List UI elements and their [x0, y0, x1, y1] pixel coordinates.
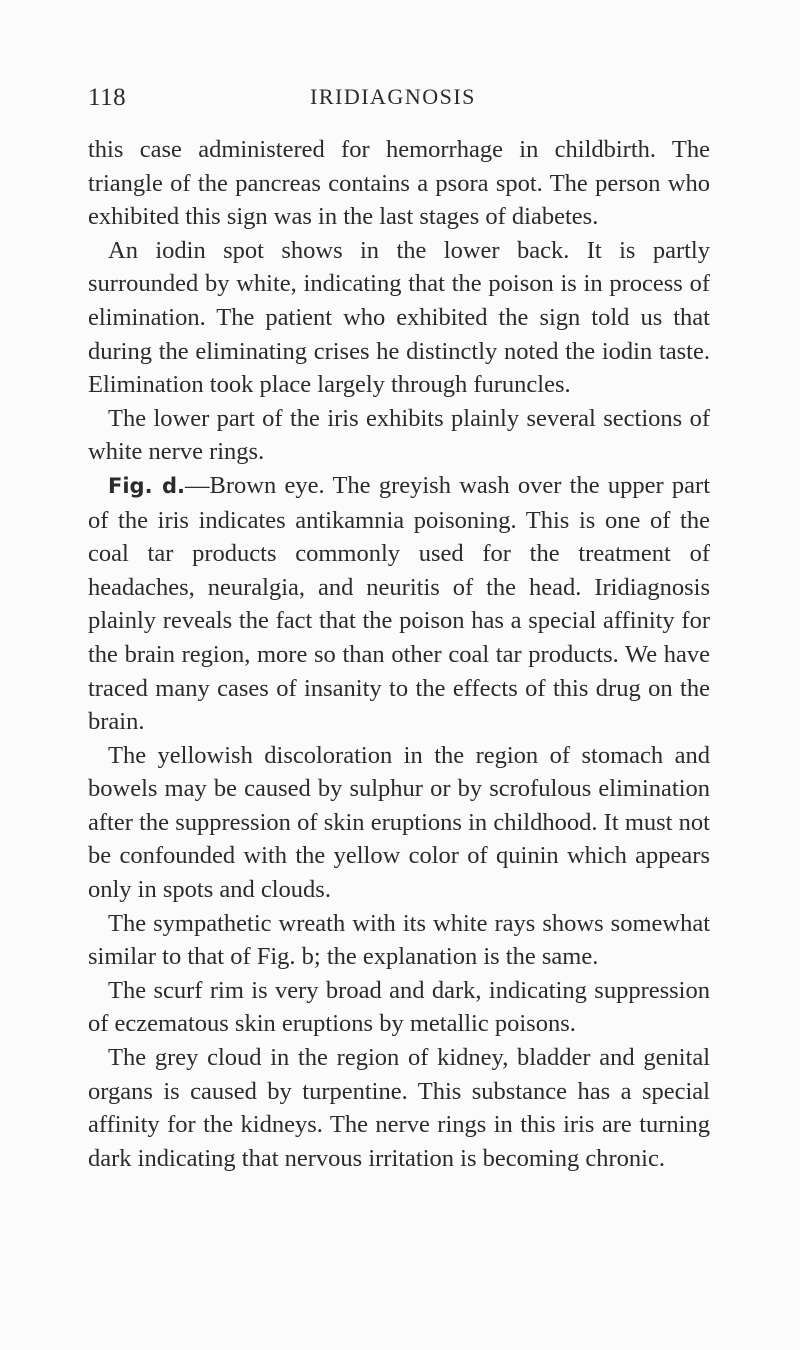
paragraph-nerve-rings: The lower part of the iris exhibits plainly several sections of white nerve rings.	[88, 404, 710, 466]
paragraph-yellowish-discoloration: The yellowish discoloration in the region of stomach and bowels may be caused by sulphur or by scrofulous elimination after the suppression of skin eruptions in childhood. It must not be confounded with the yellow color of quinin which appears only in spots and clouds.	[88, 741, 710, 904]
page-body	[88, 133, 710, 1175]
paragraph-scurf-rim: The scurf rim is very broad and dark, indicating suppression of eczematous skin eruptions by metallic poisons.	[88, 976, 710, 1038]
figure-label: Fig. d.	[108, 473, 186, 498]
page-number: 118	[88, 84, 127, 111]
running-head: IRIDIAGNOSIS	[310, 84, 476, 109]
paragraph-iodin-spot: An iodin spot shows in the lower back. It is partly surrounded by white, indicating that the poison is in process of elimination. The patient who exhibited the sign told us that during the eliminating crises he distinctly noted the iodin taste. Elimination took place largely through furuncles.	[88, 236, 710, 399]
page-header	[0, 84, 800, 120]
paragraph-grey-cloud: The grey cloud in the region of kidney, bladder and genital organs is caused by turpentine. This substance has a special affinity for the kidneys. The nerve rings in this iris are turning dark indicating that nervous irritation is becoming chronic.	[88, 1044, 710, 1172]
paragraph-continuation: this case administered for hemorrhage in childbirth. The triangle of the pancreas contains a psora spot. The person who exhibited this sign was in the last stages of diabetes.	[88, 136, 710, 231]
paragraph-sympathetic-wreath: The sympathetic wreath with its white rays shows somewhat similar to that of Fig. b; the explanation is the same.	[88, 909, 710, 971]
paragraph-fig-d	[88, 469, 710, 739]
fig-d-description: —Brown eye. The greyish wash over the upper part of the iris indicates antikamnia poisoning. This is one of the coal tar products commonly used for the treatment of headaches, neuralgia, and neuritis of the head. Iridiagnosis plainly reveals the fact that the poison has a special affinity for the brain region, more so than other coal tar products. We have traced many cases of insanity to the effects of this drug on the brain.	[88, 471, 711, 736]
